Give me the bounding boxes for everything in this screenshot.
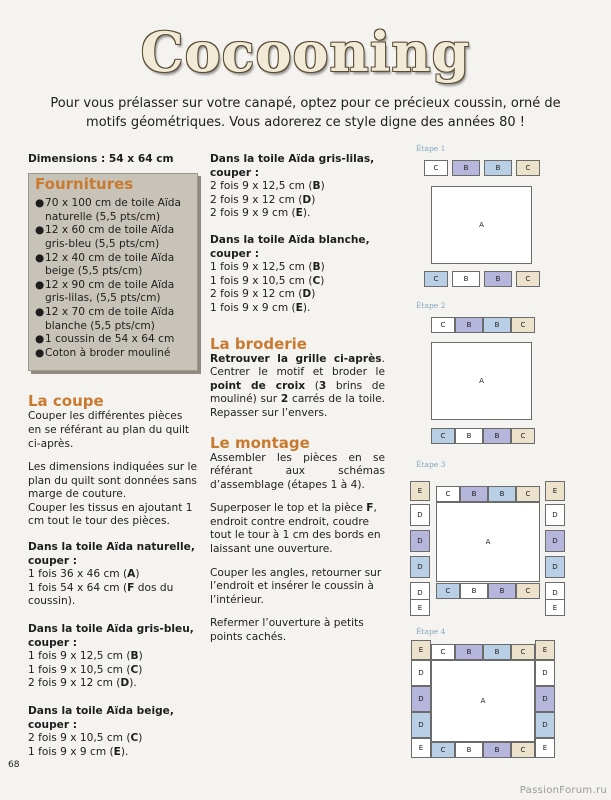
step-label-3: Étape 3 [416, 460, 446, 469]
coupe-group-blanche [210, 234, 385, 316]
quilt-piece-e: E [535, 640, 555, 660]
quilt-piece-a: A [431, 660, 535, 742]
broderie-title: La broderie [210, 334, 307, 353]
step-label-4: Étape 4 [416, 627, 446, 636]
quilt-piece-d: D [545, 530, 565, 552]
quilt-piece-b: B [455, 742, 483, 758]
montage-p1: Assembler les pièces en se référant aux schémas d’assemblage (étapes 1 à 4). [210, 451, 385, 491]
quilt-piece-c: C [424, 271, 448, 287]
coupe-group-beige [28, 705, 198, 759]
quilt-piece-e: E [545, 481, 565, 501]
step-label-2: Étape 2 [416, 301, 446, 310]
quilt-piece-c: C [511, 428, 535, 444]
cut-line: 1 fois 36 x 46 cm (A) [28, 568, 140, 581]
quilt-piece-d: D [535, 660, 555, 686]
list-item: ● 12 x 90 cm de toile Aïda gris-lilas, (5,5 pts/cm) [35, 279, 191, 306]
fournitures-title: Fournitures [35, 174, 134, 193]
cut-line: 1 fois 9 x 9 cm (E). [28, 745, 129, 758]
quilt-piece-d: D [545, 504, 565, 526]
step-label-1: Étape 1 [416, 144, 446, 153]
group-head: Dans la toile Aïda gris-lilas, couper : [210, 153, 375, 179]
coupe-group-naturelle [28, 541, 198, 609]
quilt-piece-c: C [431, 644, 455, 660]
cut-line: 2 fois 9 x 10,5 cm (C) [28, 732, 143, 745]
quilt-piece-e: E [410, 481, 430, 501]
page-number: 68 [8, 760, 20, 770]
watermark: PassionForum.ru [519, 785, 607, 796]
quilt-piece-b: B [455, 317, 483, 333]
coupe-p3: Couper les tissus en ajoutant 1 cm tout le tour des pièces. [28, 501, 193, 528]
quilt-piece-c: C [436, 486, 460, 502]
quilt-piece-b: B [460, 583, 488, 599]
quilt-piece-e: E [411, 738, 431, 758]
quilt-piece-c: C [431, 317, 455, 333]
quilt-piece-e: E [411, 640, 431, 660]
quilt-piece-b: B [483, 644, 511, 660]
quilt-piece-c: C [516, 160, 540, 176]
quilt-piece-b: B [483, 428, 511, 444]
quilt-piece-d: D [410, 504, 430, 526]
montage-p2: Superposer le top et la pièce F, endroit contre endroit, coudre tout le tour à 1 cm des bords en laissant une ouverture. [210, 502, 381, 556]
list-item: ● 70 x 100 cm de toile Aïda naturelle (5,5 pts/cm) [35, 197, 191, 224]
list-item: ● 12 x 70 cm de toile Aïda blanche (5,5 pts/cm) [35, 306, 191, 333]
group-head: Dans la toile Aïda naturelle, couper : [28, 541, 195, 567]
quilt-piece-d: D [410, 556, 430, 578]
quilt-piece-b: B [455, 428, 483, 444]
group-head: Dans la toile Aïda gris-bleu, couper : [28, 623, 194, 649]
cut-line: 2 fois 9 x 9 cm (E). [210, 207, 311, 220]
quilt-piece-d: D [410, 582, 430, 604]
fournitures-box [28, 173, 198, 372]
quilt-piece-a: A [431, 186, 532, 264]
intro-text: Pour vous prélasser sur votre canapé, optez pour ce précieux coussin, orné de motifs géométriques. Vous adorerez ce style digne des années 80 ! [50, 96, 561, 130]
quilt-piece-c: C [516, 486, 540, 502]
quilt-piece-a: A [431, 342, 532, 420]
list-item: ● 12 x 40 cm de toile Aïda beige (5,5 pts/cm) [35, 252, 191, 279]
quilt-piece-c: C [431, 742, 455, 758]
quilt-piece-b: B [455, 644, 483, 660]
cut-line: 1 fois 9 x 9 cm (E). [210, 301, 311, 314]
group-head: Dans la toile Aïda beige, couper : [28, 705, 174, 731]
quilt-piece-c: C [516, 271, 540, 287]
cut-line: 2 fois 9 x 12 cm (D). [28, 677, 137, 690]
column-left [28, 153, 198, 759]
quilt-piece-c: C [431, 428, 455, 444]
quilt-piece-c: C [511, 317, 535, 333]
quilt-piece-b: B [484, 160, 512, 176]
coupe-group-gris-lilas [210, 153, 385, 221]
coupe-p1: Couper les différentes pièces en se référant au plan du quilt ci-après. [28, 410, 190, 450]
cut-line: 1 fois 9 x 10,5 cm (C) [210, 274, 325, 287]
quilt-piece-d: D [535, 712, 555, 738]
quilt-piece-c: C [436, 583, 460, 599]
list-item: ● 12 x 60 cm de toile Aïda gris-bleu (5,5 pts/cm) [35, 224, 191, 251]
coupe-p2: Les dimensions indiquées sur le plan du quilt sont données sans marge de couture. [28, 461, 197, 501]
quilt-piece-b: B [483, 742, 511, 758]
page-title: Cocooning [140, 20, 471, 84]
quilt-piece-b: B [488, 486, 516, 502]
cut-line: 1 fois 9 x 12,5 cm (B) [28, 650, 143, 663]
quilt-piece-b: B [484, 271, 512, 287]
coupe-group-gris-bleu [28, 623, 198, 691]
quilt-piece-b: B [460, 486, 488, 502]
broderie-text: Retrouver la grille ci-après. Centrer le motif et broder le point de croix (3 brins de mouliné) sur 2 carrés de la toile. Repasser sur l’envers. [210, 352, 386, 419]
quilt-piece-e: E [410, 599, 430, 616]
quilt-piece-e: E [545, 599, 565, 616]
quilt-piece-d: D [545, 556, 565, 578]
quilt-piece-d: D [411, 686, 431, 712]
quilt-piece-d: D [411, 660, 431, 686]
quilt-piece-e: E [535, 738, 555, 758]
quilt-piece-d: D [535, 686, 555, 712]
cut-line: 2 fois 9 x 12 cm (D) [210, 193, 316, 206]
cut-line: 1 fois 9 x 12,5 cm (B) [210, 261, 325, 274]
quilt-piece-d: D [545, 582, 565, 604]
cut-line: 1 fois 9 x 10,5 cm (C) [28, 663, 143, 676]
quilt-piece-c: C [424, 160, 448, 176]
quilt-piece-b: B [452, 160, 480, 176]
quilt-piece-d: D [411, 712, 431, 738]
montage-title: Le montage [210, 433, 310, 452]
quilt-piece-a: A [436, 502, 540, 582]
dimensions: Dimensions : 54 x 64 cm [28, 153, 174, 165]
quilt-piece-c: C [511, 742, 535, 758]
montage-p4: Refermer l’ouverture à petits points cachés. [210, 617, 364, 644]
quilt-piece-c: C [511, 644, 535, 660]
coupe-title: La coupe [28, 392, 104, 411]
list-item: ● Coton à broder mouliné [35, 347, 191, 361]
list-item: ● 1 coussin de 54 x 64 cm [35, 333, 191, 347]
quilt-piece-c: C [516, 583, 540, 599]
cut-line: 1 fois 54 x 64 cm (F dos du coussin). [28, 581, 174, 608]
cut-line: 2 fois 9 x 12,5 cm (B) [210, 180, 325, 193]
quilt-piece-b: B [483, 317, 511, 333]
quilt-piece-b: B [452, 271, 480, 287]
quilt-piece-d: D [410, 530, 430, 552]
montage-p3: Couper les angles, retourner sur l’endroit et insérer le coussin à l’intérieur. [210, 566, 382, 606]
quilt-piece-b: B [488, 583, 516, 599]
cut-line: 2 fois 9 x 12 cm (D) [210, 288, 316, 301]
group-head: Dans la toile Aïda blanche, couper : [210, 233, 370, 260]
column-middle [210, 153, 385, 655]
fournitures-list [35, 197, 191, 360]
